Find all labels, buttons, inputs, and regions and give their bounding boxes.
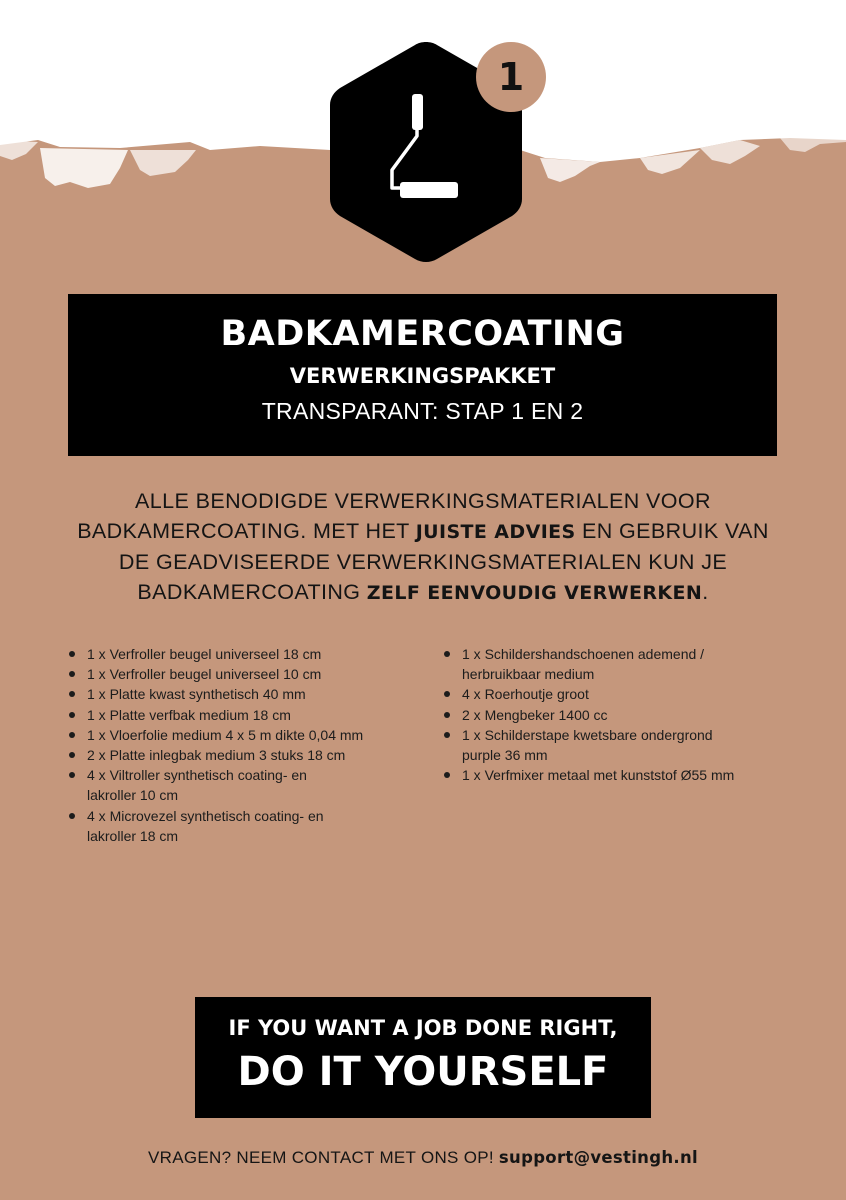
support-email-link[interactable]: support@vestingh.nl [498,1148,698,1167]
list-item: 1 x Verfmixer metaal met kunststof Ø55 mm [443,765,783,785]
list-item: 2 x Mengbeker 1400 cc [443,705,783,725]
page-subtitle: VERWERKINGSPAKKET [289,364,556,388]
list-item: 4 x Microvezel synthetisch coating- en lakroller 18 cm [68,806,348,846]
slogan-line-1: IF YOU WANT A JOB DONE RIGHT, [228,1016,618,1040]
page-subtitle-variant: TRANSPARANT: STAP 1 EN 2 [261,398,584,424]
intro-bold-2: ZELF EENVOUDIG VERWERKEN [366,582,703,604]
intro-text-3: . [702,580,709,604]
list-item: 2 x Platte inlegbak medium 3 stuks 18 cm [68,745,408,765]
slogan-box [195,997,651,1118]
title-box [68,294,777,456]
contact-line [0,1148,846,1168]
intro-bold-1: JUISTE ADVIES [415,521,576,543]
list-item: 1 x Schilderstape kwetsbare ondergrond purple 36 mm [443,725,743,765]
step-number-badge [476,42,546,112]
step-number: 1 [497,55,525,99]
intro-text-2: EN GEBRUIK VAN DE GEADVISEERDE VERWERKINGSMATERIALEN KUN JE BADKAMERCOATING [118,519,769,604]
list-item: 4 x Viltroller synthetisch coating- en lakroller 10 cm [68,765,338,805]
list-item: 1 x Platte verfbak medium 18 cm [68,705,408,725]
list-item: 4 x Roerhoutje groot [443,684,783,704]
contact-text: VRAGEN? NEEM CONTACT MET ONS OP! [148,1148,499,1167]
list-item: 1 x Vloerfolie medium 4 x 5 m dikte 0,04 mm [68,725,408,745]
list-item: 1 x Platte kwast synthetisch 40 mm [68,684,408,704]
intro-text-1: ALLE BENODIGDE VERWERKINGSMATERIALEN VOOR BADKAMERCOATING. MET HET [77,489,711,543]
list-item: 1 x Schildershandschoenen ademend / herbruikbaar medium [443,644,743,684]
slogan-line-2: DO IT YOURSELF [237,1049,609,1095]
materials-list-left [68,644,408,846]
list-item: 1 x Verfroller beugel universeel 18 cm [68,644,408,664]
intro-paragraph [60,486,786,608]
materials-list-right [443,644,783,785]
list-item: 1 x Verfroller beugel universeel 10 cm [68,664,408,684]
page-title: BADKAMERCOATING [220,314,625,354]
